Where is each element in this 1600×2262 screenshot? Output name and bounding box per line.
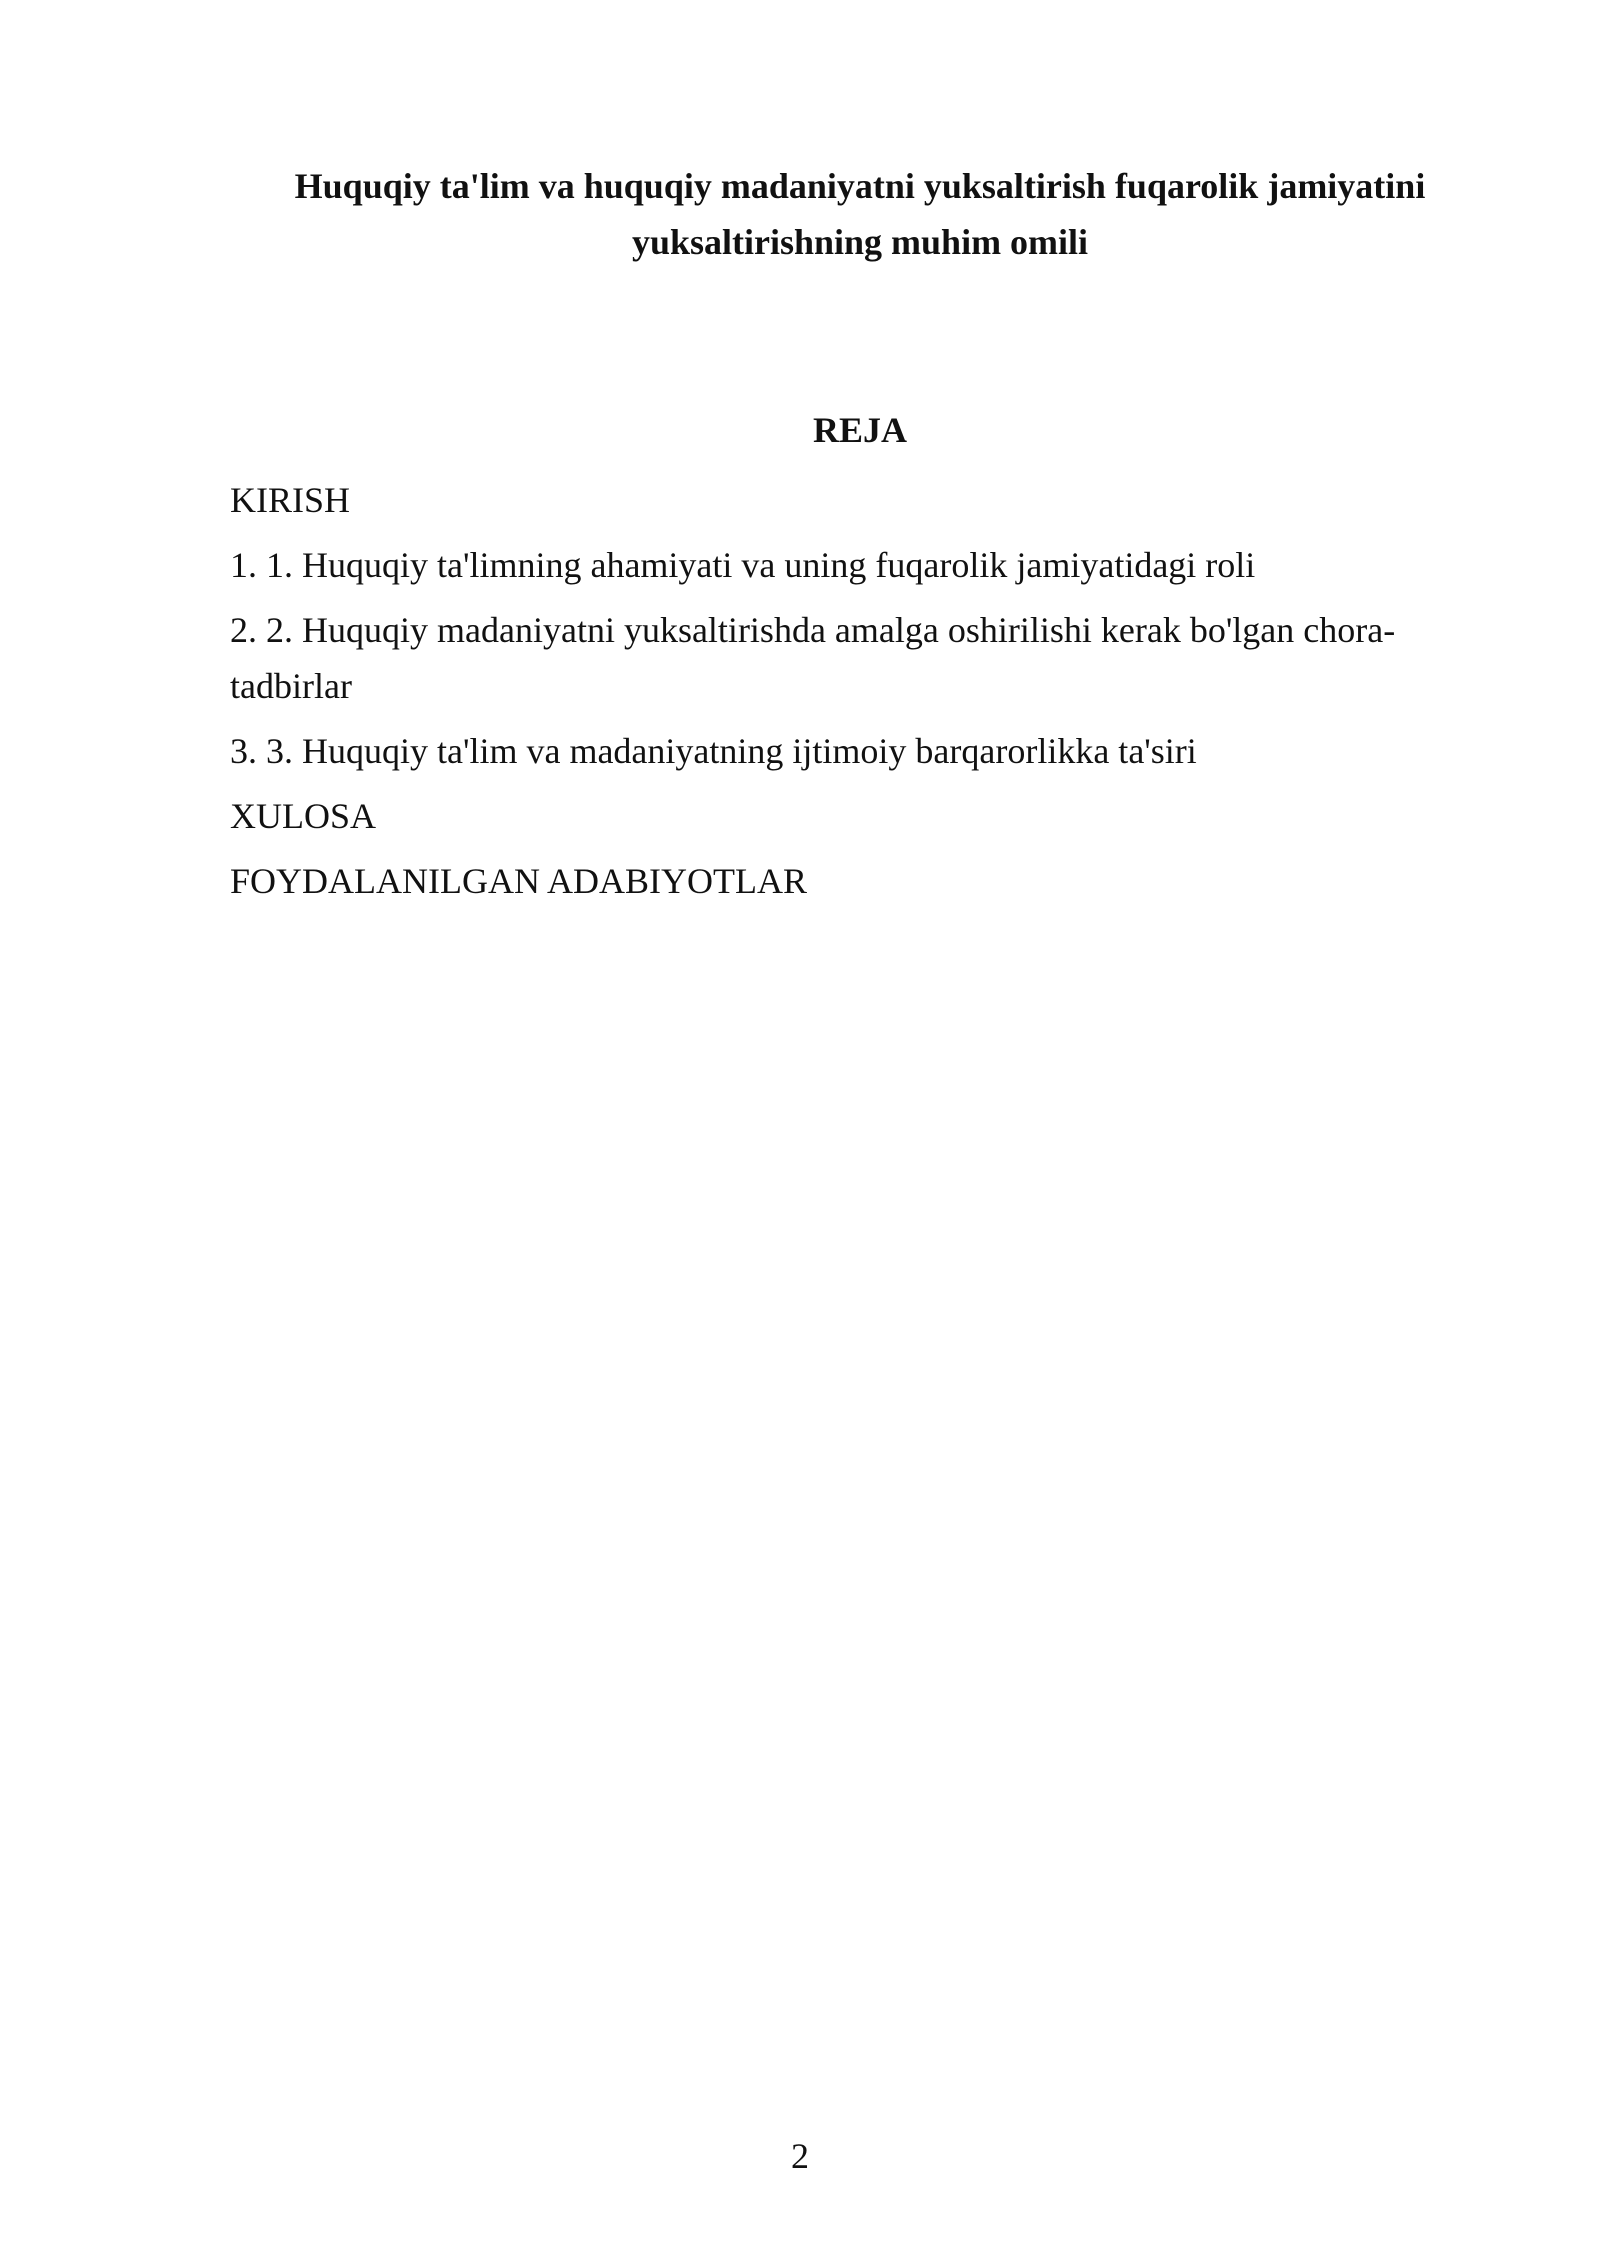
plan-item-text: KIRISH [230,480,351,520]
plan-list [230,472,1460,918]
plan-item-text: FOYDALANILGAN ADABIYOTLAR [230,861,807,901]
document-title [230,158,1490,270]
plan-item-text-continued: tadbirlar [230,666,352,706]
plan-item-3 [230,723,1460,779]
plan-item-text: 1. 1. Huquqiy ta'limning ahamiyati va uning fuqarolik jamiyatidagi roli [230,545,1256,585]
plan-item-introduction [230,472,1460,528]
document-title-line-1: Huquqiy ta'lim va huquqiy madaniyatni yuksaltirish fuqarolik jamiyatini [294,166,1426,206]
plan-item-references [230,853,1460,909]
plan-item-text: 2. 2. Huquqiy madaniyatni yuksaltirishda amalga oshirilishi kerak bo'lgan chora- [230,610,1396,650]
document-title-line-2: yuksaltirishning muhim omili [631,222,1089,262]
plan-heading: REJA [812,410,907,450]
plan-item-conclusion [230,788,1460,844]
page-number: 2 [791,2136,809,2176]
plan-item-2 [230,602,1460,714]
plan-item-text: XULOSA [230,796,377,836]
plan-item-1 [230,537,1460,593]
plan-item-text: 3. 3. Huquqiy ta'lim va madaniyatning ijtimoiy barqarorlikka ta'siri [230,731,1197,771]
